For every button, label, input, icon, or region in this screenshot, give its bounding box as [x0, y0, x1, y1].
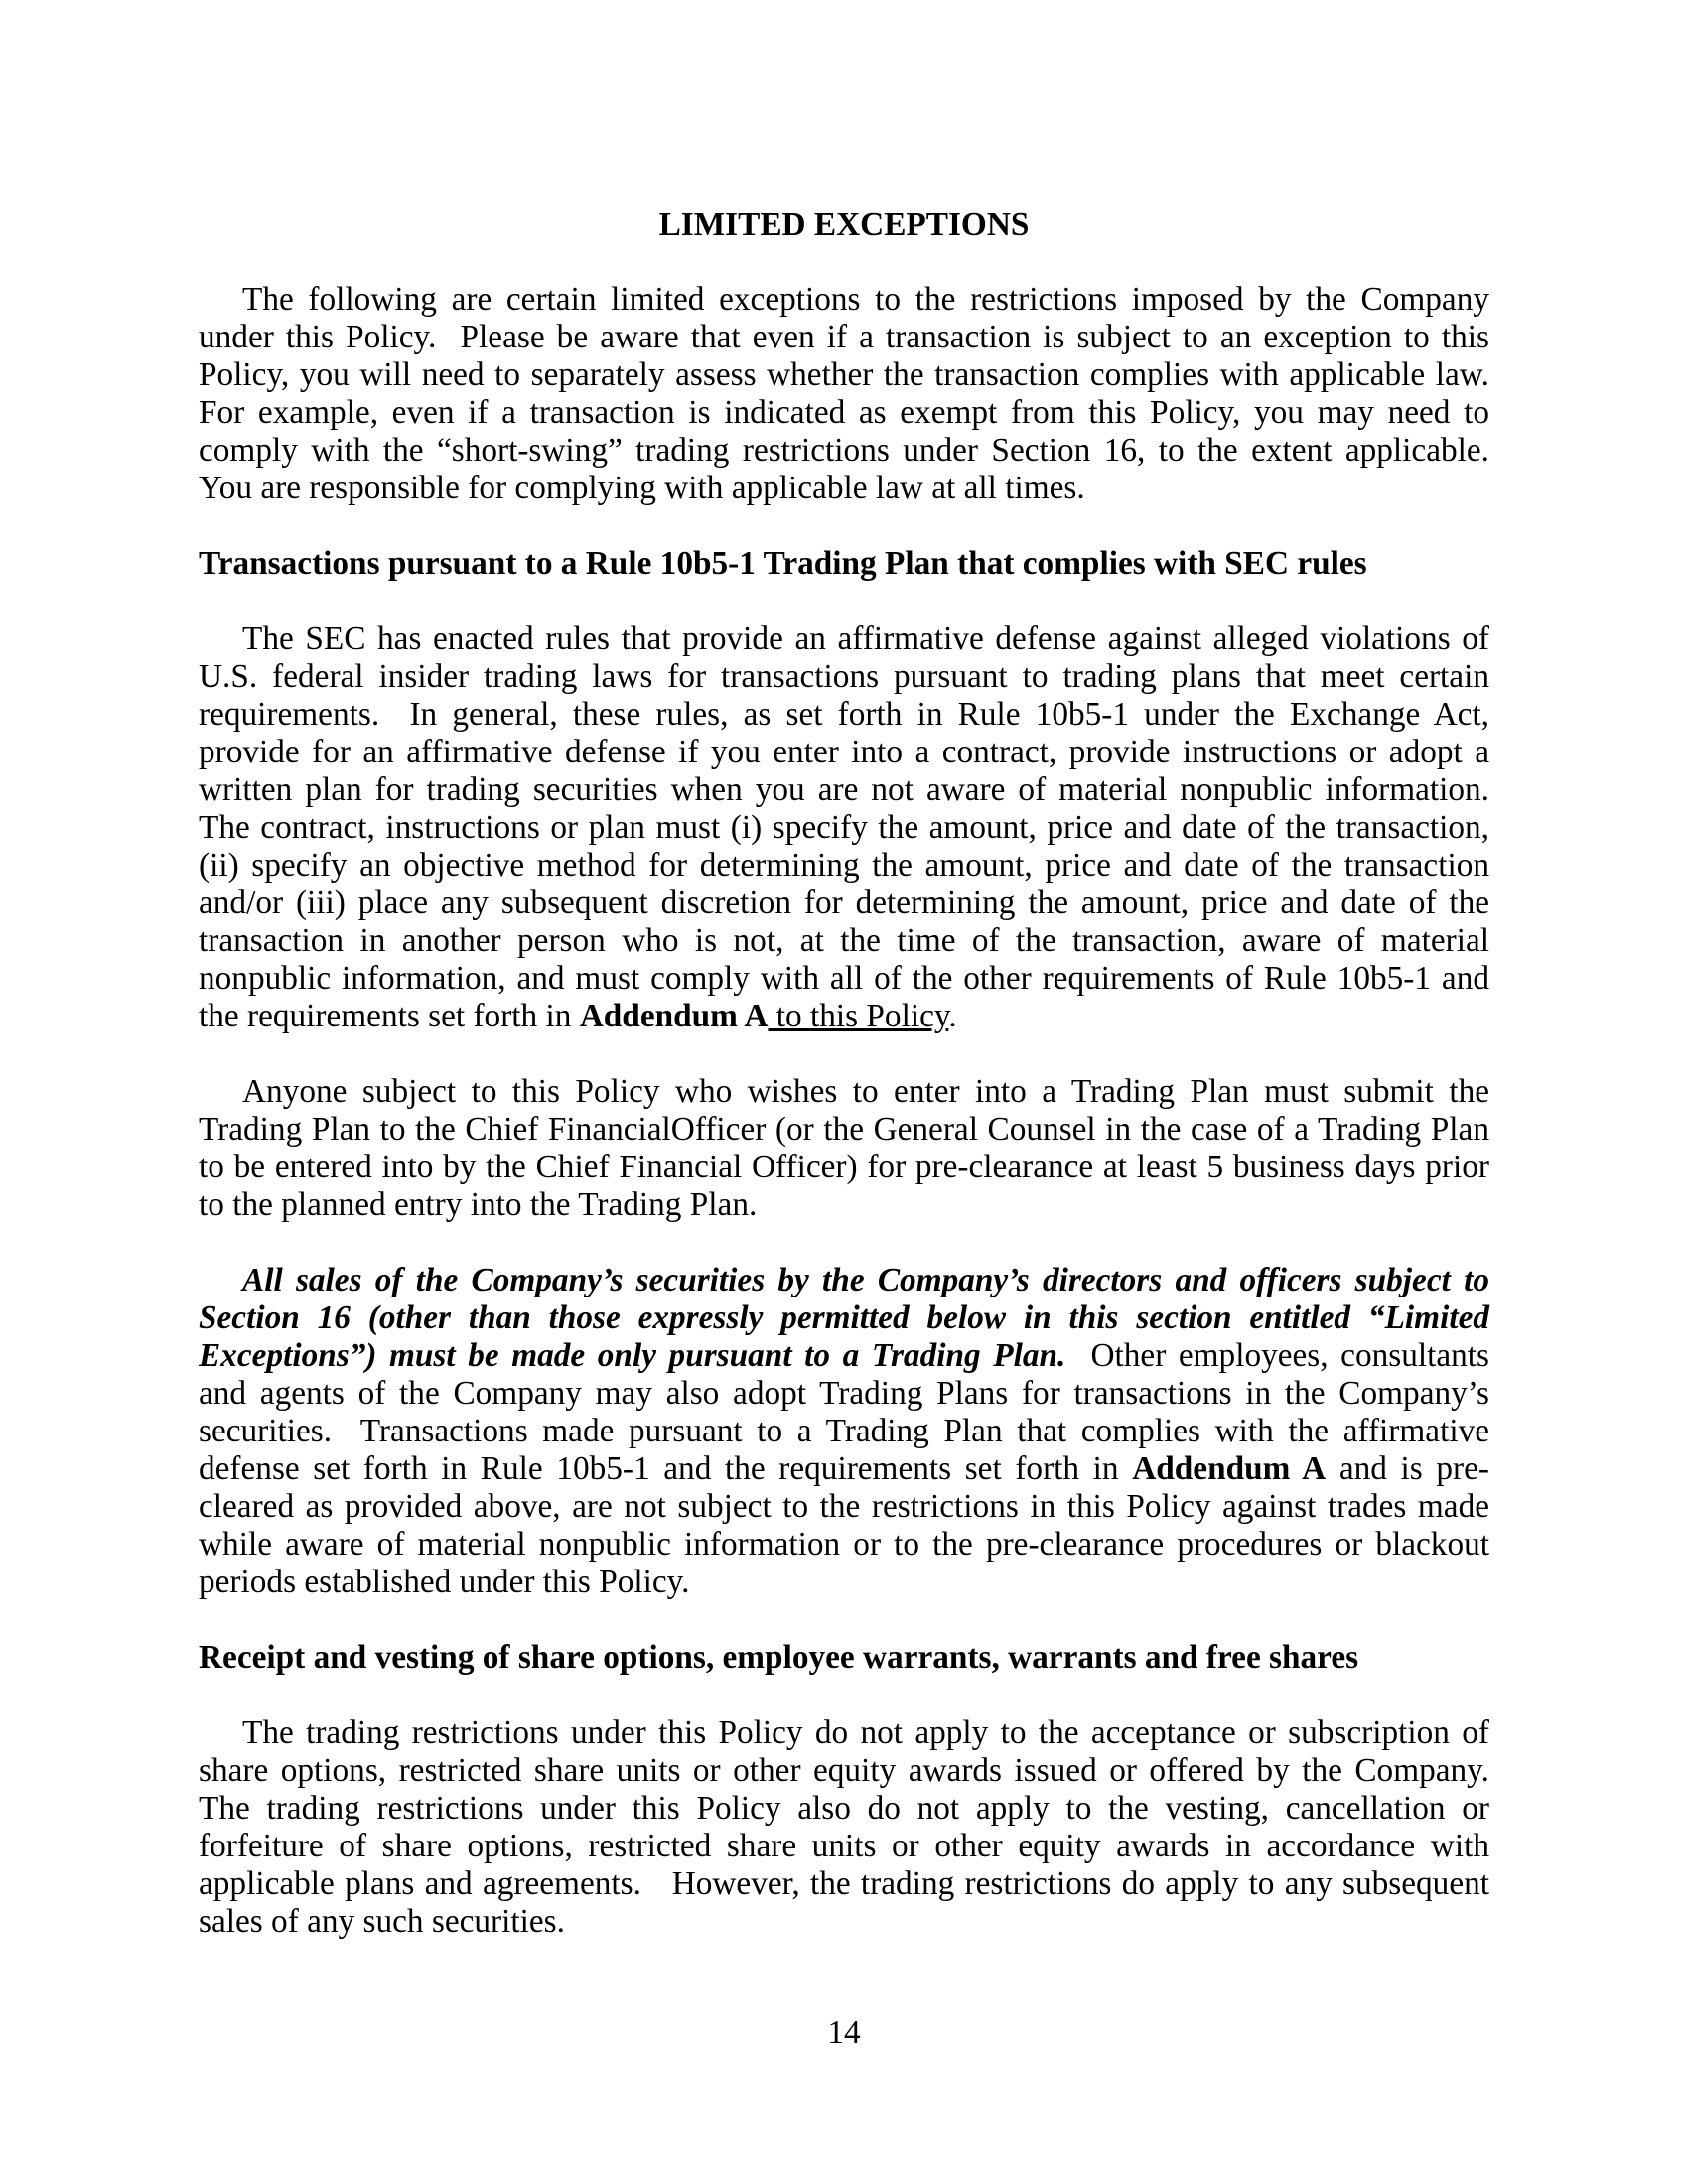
text-run: to this Policy	[768, 998, 949, 1034]
page-number: 14	[827, 2014, 861, 2051]
document-title: LIMITED EXCEPTIONS	[658, 206, 1030, 243]
text-run: Addendum A	[1132, 1450, 1327, 1487]
heading-rule-10b5-1-trading-plan: Transactions pursuant to a Rule 10b5-1 Trading Plan that complies with SEC rules	[199, 545, 1367, 582]
text-run: Addendum A	[579, 998, 769, 1034]
text-run: Anyone subject to this Policy who wishes to enter into a Trading Plan must submit the Trading Plan to the Chief FinancialOfficer (or the General Counsel in the case of a Trading Plan to be entered into by the Chief Financial Officer) for pre-clearance at least 5 business days prior to the planned entry into the Trading Plan.	[199, 1073, 1498, 1223]
text-run: All sales of the Company’s securities by the Company’s directors and officers subject to Section 16 (other than those expressly permitted below in this section entitled “Limited Exceptions”) must be made only pursuant to a Trading Plan.	[199, 1262, 1498, 1374]
document-body	[199, 206, 1506, 1979]
text-run: Other employees, consultants and agents of the Company may also adopt Trading Plans for transactions in the Company’s securities. Transactions made pursuant to a Trading Plan that complies with the affirmative defense set forth in Rule 10b5-1 and the requirements set forth in	[199, 1337, 1498, 1487]
text-run: .	[948, 998, 957, 1034]
equity-awards-paragraph	[199, 1714, 1506, 1941]
text-run: The following are certain limited exceptions to the restrictions imposed by the Company under this Policy. Please be aware that even if a transaction is subject to an exception to this Policy, you will need to separately assess whether the transaction complies with applicable law. For example, even if a transaction is indicated as exempt from this Policy, you may need to comply with the “short-swing” trading restrictions under Section 16, to the extent applicable. You are responsible for complying with applicable law at all times.	[199, 281, 1506, 506]
intro-paragraph	[199, 281, 1506, 507]
text-run: The SEC has enacted rules that provide an affirmative defense against alleged violations of U.S. federal insider trading laws for transactions pursuant to trading plans that meet certain requirements. In general, these rules, as set forth in Rule 10b5-1 under the Exchange Act, provide for an affirmative defense if you enter into a contract, provide instructions or adopt a written plan for trading securities when you are not aware of material nonpublic information. The contract, instructions or plan must (i) specify the amount, price and date of the transaction, (ii) specify an objective method for determining the amount, price and date of the transaction and/or (iii) place any subsequent discretion for determining the amount, price and date of the transaction in another person who is not, at the time of the transaction, aware of material nonpublic information, and must comply with all of the other requirements of Rule 10b5-1 and the requirements set forth in	[199, 620, 1506, 1034]
trading-plan-preclearance-paragraph	[199, 1073, 1498, 1224]
sec-rules-paragraph	[199, 620, 1506, 1035]
section-16-sales-paragraph	[199, 1262, 1498, 1601]
text-run: and is pre-cleared as provided above, are not subject to the restrictions in this Policy against trades made while aware of material nonpublic information or to the pre-clearance procedures or blackout periods established under this Policy.	[199, 1450, 1498, 1600]
text-run: The trading restrictions under this Policy do not apply to the acceptance or subscription of share options, restricted share units or other equity awards issued or offered by the Company. The trading restrictions under this Policy also do not apply to the vesting, cancellation or forfeiture of share options, restricted share units or other equity awards in accordance with applicable plans and agreements. However, the trading restrictions do apply to any subsequent sales of any such securities.	[199, 1714, 1506, 1940]
heading-receipt-and-vesting: Receipt and vesting of share options, employee warrants, warrants and free shares	[199, 1639, 1359, 1676]
